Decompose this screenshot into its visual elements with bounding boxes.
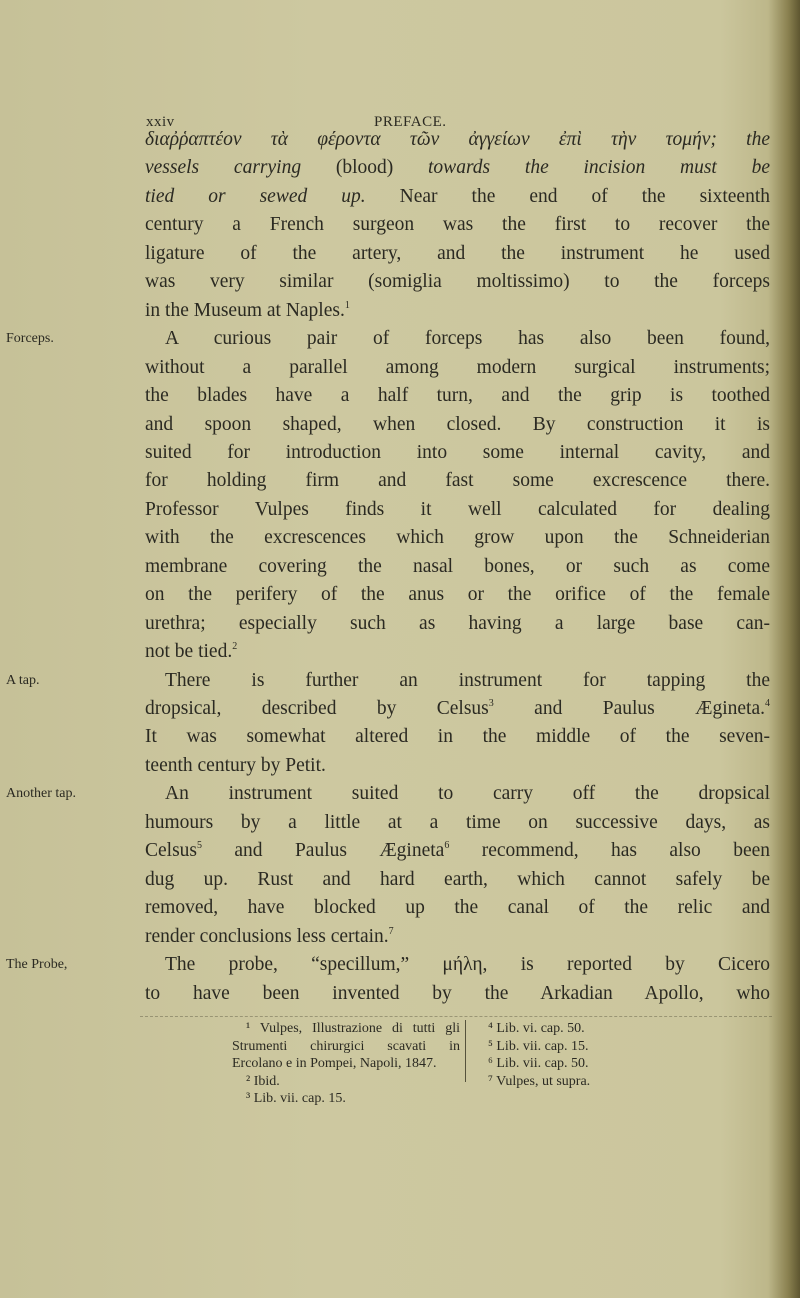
running-title: PREFACE. <box>374 114 447 130</box>
text-segment: Professor Vulpes finds it well calculated for dealing <box>145 498 770 520</box>
text-segment: the blades have a half turn, and the grip is toothed <box>145 385 770 407</box>
text-segment: humours by a little at a time on successive days, as <box>145 811 770 833</box>
text-segment: suited for introduction into some internal cavity, and <box>145 441 770 463</box>
text-segment: A curious pair of forceps has also been found, <box>165 328 770 350</box>
text-line <box>145 270 770 294</box>
text-segment: and spoon shaped, when closed. By construction it is <box>145 413 770 435</box>
text-line <box>145 725 770 749</box>
text-line <box>145 982 770 1006</box>
text-segment: was very similar (somiglia moltissimo) to the forceps <box>145 271 770 293</box>
footnote-ref: 7 <box>388 925 394 937</box>
footnote-ref: 3 <box>488 698 494 709</box>
text-segment: to have been invented by the Arkadian Apollo, who <box>145 982 770 1004</box>
text-segment: tied or sewed up. <box>145 185 366 207</box>
footnote-column-divider <box>465 1020 466 1082</box>
text-line <box>145 925 770 949</box>
text-line <box>145 640 770 664</box>
footnote: ⁷ Vulpes, ut supra. <box>488 1073 591 1089</box>
footnote: ³ Lib. vii. cap. 15. <box>246 1091 346 1106</box>
text-segment: for holding firm and fast some excrescence there. <box>145 470 770 492</box>
text-line <box>145 868 770 892</box>
text-line <box>145 469 770 493</box>
text-segment: Celsus <box>145 840 198 862</box>
text-line <box>165 953 770 977</box>
text-segment: recommend, has also been <box>449 840 770 862</box>
text-segment: ligature of the artery, and the instrument he used <box>145 242 770 264</box>
text-segment: towards the incision must be <box>428 157 771 179</box>
text-line <box>165 782 770 806</box>
text-line <box>145 811 770 835</box>
text-line <box>145 498 770 522</box>
text-segment: removed, have blocked up the canal of the relic and <box>145 897 770 919</box>
page-number: xxiv <box>146 114 175 130</box>
text-segment: dropsical, described by Celsus <box>145 698 489 719</box>
text-segment: not be tied. <box>145 641 233 663</box>
text-segment: urethra; especially such as having a large base can- <box>145 612 770 634</box>
text-segment: Near the end of the sixteenth <box>365 185 770 207</box>
text-line <box>145 128 770 152</box>
text-segment: There is further an instrument for tapping the <box>165 669 770 691</box>
footnote-separator <box>140 1016 772 1017</box>
text-segment: διαῤῥαπτέον τὰ φέροντα τῶν ἀγγείων ἐπὶ τὴν τομήν; <box>145 129 747 150</box>
text-line <box>145 555 770 579</box>
text-segment: the <box>746 129 770 150</box>
text-line <box>145 185 770 209</box>
text-segment: It was somewhat altered in the middle of the seven- <box>145 726 770 748</box>
text-segment: on the perifery of the anus or the orifice of the female <box>145 584 770 606</box>
footnote-ref: 4 <box>765 698 770 709</box>
footnote-ref: 6 <box>444 840 450 852</box>
text-segment: render conclusions less certain. <box>145 925 389 947</box>
text-line <box>145 612 770 636</box>
text-line <box>145 299 770 323</box>
text-line <box>145 754 770 778</box>
text-line <box>145 384 770 408</box>
text-line <box>145 441 770 465</box>
text-line <box>145 583 770 607</box>
text-segment: The probe, “specillum,” μήλη, is reported by Cicero <box>165 954 770 976</box>
footnote: ¹ Vulpes, Illustrazione di tutti gli <box>246 1021 460 1036</box>
footnote: Ercolano e in Pompei, Napoli, 1847. <box>232 1056 437 1071</box>
text-line <box>145 413 770 437</box>
text-segment: in the Museum at Naples. <box>145 299 345 321</box>
footnote: Strumenti chirurgici scavati in <box>232 1038 460 1054</box>
text-segment: with the excrescences which grow upon the Schneiderian <box>145 527 770 549</box>
text-segment: dug up. Rust and hard earth, which cannot safely be <box>145 868 770 890</box>
margin-note: Forceps. <box>6 331 54 347</box>
text-line <box>165 669 770 693</box>
text-line <box>165 327 770 351</box>
text-segment: An instrument suited to carry off the dropsical <box>165 783 770 805</box>
text-line <box>145 242 770 266</box>
text-line <box>145 697 770 721</box>
text-segment: and Paulus Ægineta <box>202 840 445 862</box>
footnote: ⁶ Lib. vii. cap. 50. <box>488 1056 589 1071</box>
text-line <box>145 213 770 237</box>
footnote: ⁴ Lib. vi. cap. 50. <box>488 1021 585 1036</box>
text-line <box>145 356 770 380</box>
text-line <box>145 896 770 920</box>
footnote: ⁵ Lib. vii. cap. 15. <box>488 1038 589 1054</box>
margin-note: The Probe, <box>6 957 68 973</box>
footnote-ref: 5 <box>197 840 203 852</box>
footnote: ² Ibid. <box>246 1073 280 1089</box>
text-segment: century a French surgeon was the first to recover the <box>145 214 770 236</box>
text-segment: (blood) <box>301 157 429 179</box>
text-segment: vessels carrying <box>145 157 302 179</box>
text-segment: without a parallel among modern surgical instruments; <box>145 356 770 378</box>
text-segment: membrane covering the nasal bones, or such as come <box>145 555 770 577</box>
margin-note: A tap. <box>6 672 40 688</box>
text-segment: teenth century by Petit. <box>145 754 326 776</box>
margin-note: Another tap. <box>6 786 76 802</box>
text-line <box>145 839 770 863</box>
text-segment: and Paulus Ægineta. <box>493 698 765 719</box>
text-line <box>145 156 770 180</box>
footnote-ref: 1 <box>344 299 350 311</box>
text-line <box>145 526 770 550</box>
footnote-ref: 2 <box>232 641 238 653</box>
